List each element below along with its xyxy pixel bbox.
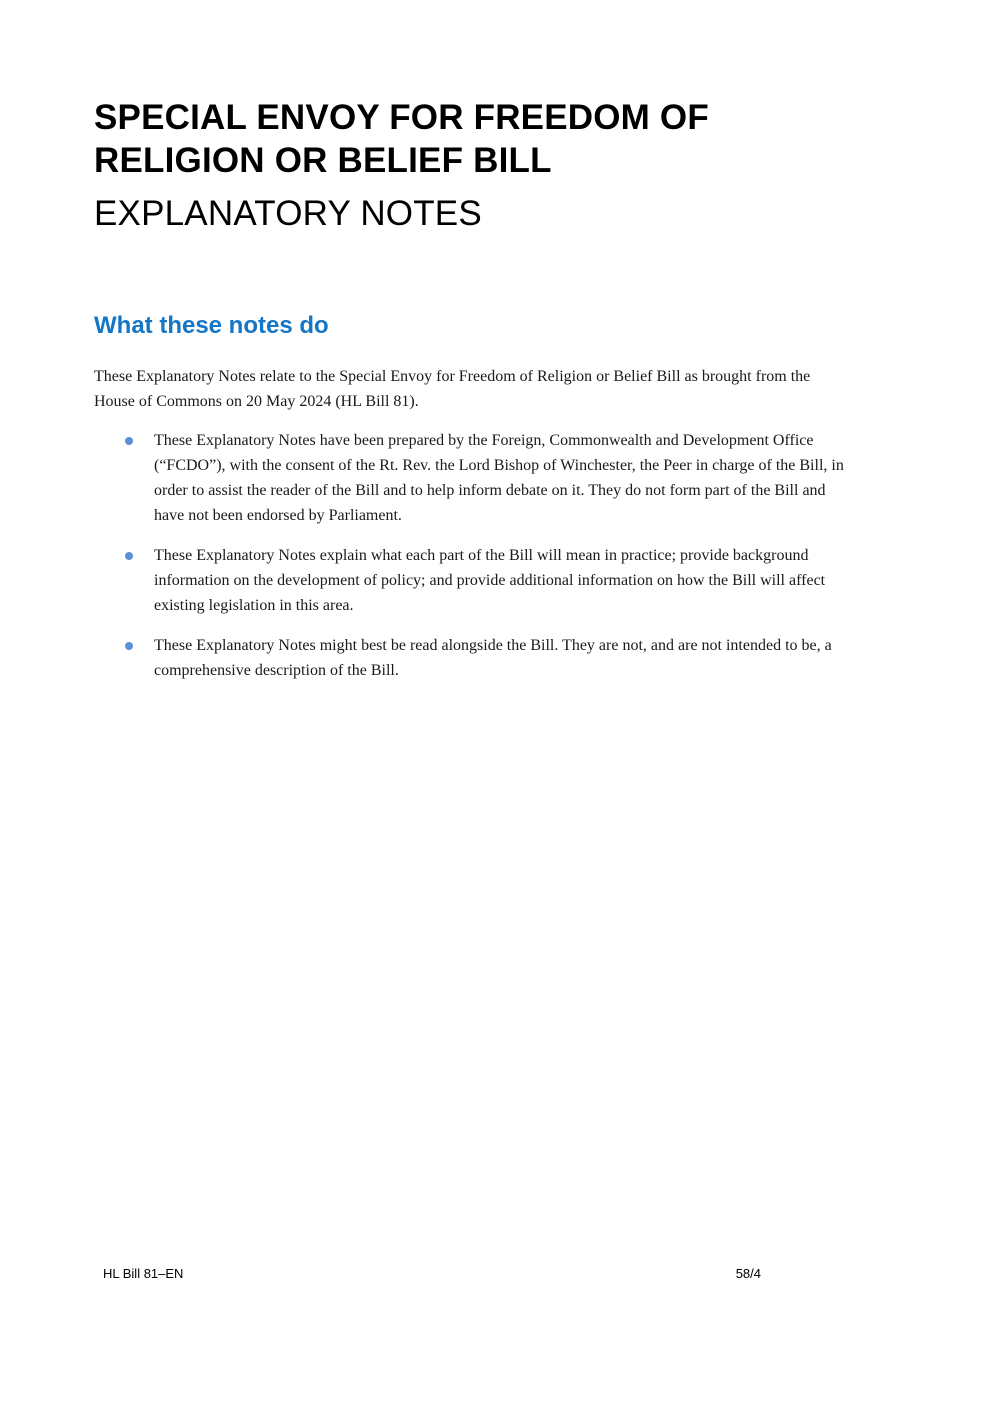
bullet-text: These Explanatory Notes might best be read alongside the Bill. They are not, and are not intended to be, a comprehensive description of the Bill. (154, 637, 832, 679)
section-heading: What these notes do (94, 312, 329, 339)
bullet-text: These Explanatory Notes have been prepared by the Foreign, Commonwealth and Development Office (“FCDO”), with the consent of the Rt. Rev. the Lord Bishop of Winchester, the Peer in charge of the Bill, in order to assist the reader of the Bill and to help inform debate on it. They do not form part of the Bill and have not been endorsed by Parliament. (154, 432, 844, 524)
bullet-dot-icon (125, 437, 133, 445)
title-block (94, 96, 854, 235)
bullet-dot-icon (125, 552, 133, 560)
bullet-dot-icon (125, 642, 133, 650)
footer-bill-reference: HL Bill 81–EN (103, 1266, 184, 1281)
document-subtitle: EXPLANATORY NOTES (94, 194, 482, 233)
bullet-item (94, 633, 854, 683)
bullet-item (94, 543, 854, 618)
document-title: SPECIAL ENVOY FOR FREEDOM OF RELIGION OR BELIEF BILL (94, 98, 709, 180)
footer-page-reference: 58/4 (735, 1266, 761, 1281)
bullet-item (94, 428, 854, 528)
intro-paragraph: These Explanatory Notes relate to the Special Envoy for Freedom of Religion or Belief Bill as brought from the House of Commons on 20 May 2024 (HL Bill 81). (94, 368, 811, 410)
bullet-text: These Explanatory Notes explain what each part of the Bill will mean in practice; provide background information on the development of policy; and provide additional information on how the Bill will affect existing legislation in this area. (154, 547, 826, 614)
bullet-list (94, 428, 854, 698)
